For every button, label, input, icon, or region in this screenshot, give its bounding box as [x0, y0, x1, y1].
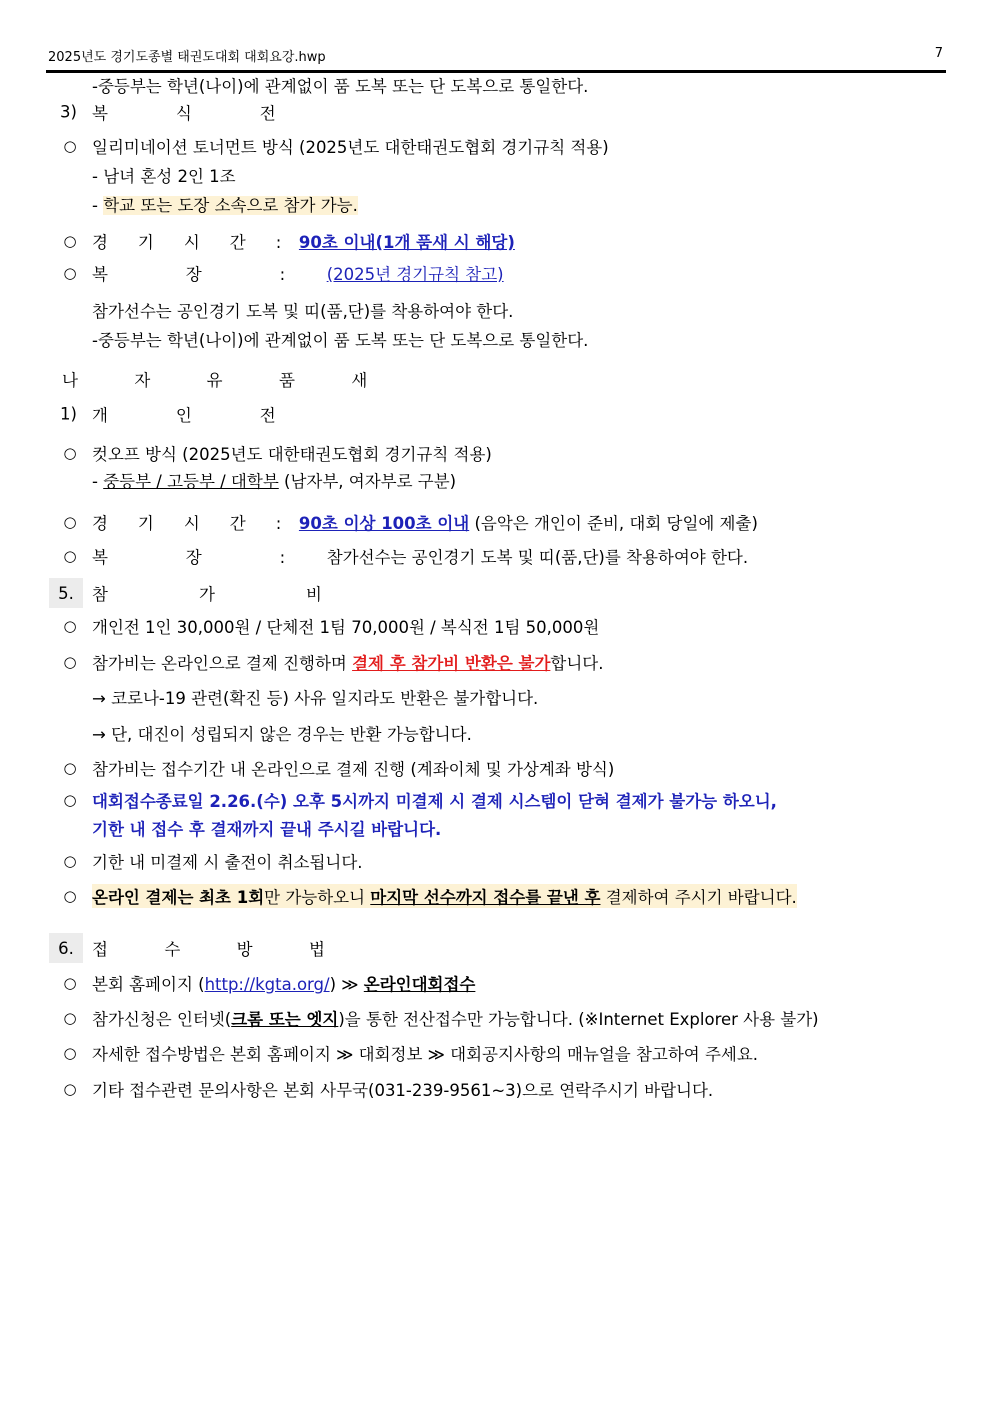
- bullet-icon: ○: [63, 887, 77, 905]
- text-line: [0, 162, 992, 188]
- text-line: [0, 191, 992, 217]
- text-line: [0, 326, 992, 352]
- list-item: [0, 228, 992, 254]
- bullet-icon: ○: [63, 264, 77, 282]
- line-text: 참가선수는 공인경기 도복 및 띠(품,단)를 착용하여야 한다.: [92, 302, 514, 321]
- section-title: 나 자 유 품 새: [62, 371, 393, 390]
- section-number: 6.: [49, 933, 83, 963]
- list-item: [0, 260, 992, 286]
- time-value: 90초 이내(1개 품새 시 해당): [298, 233, 515, 252]
- list-item: [0, 787, 992, 813]
- section-heading: [0, 99, 992, 125]
- list-item: [0, 649, 992, 675]
- list-item: [0, 1040, 992, 1066]
- homepage-link[interactable]: http://kgta.org/: [204, 975, 330, 994]
- bullet-icon: ○: [63, 791, 77, 809]
- bullet-icon: ○: [63, 547, 77, 565]
- section-heading: [0, 366, 992, 392]
- text-line: [0, 72, 992, 98]
- line-text: -중등부는 학년(나이)에 관계없이 품 도복 또는 단 도복으로 통일한다.: [92, 331, 589, 350]
- divisions-text: 중등부 / 고등부 / 대학부: [103, 472, 279, 491]
- deadline-notice-cont: 기한 내 접수 후 결재까지 끝내 주시길 바랍니다.: [92, 820, 442, 839]
- bullet-icon: ○: [63, 444, 77, 462]
- bullet-icon: ○: [63, 653, 77, 671]
- text-line: [0, 684, 992, 710]
- list-item: [0, 613, 992, 639]
- line-text: → 단, 대진이 성립되지 않은 경우는 반환 가능합니다.: [92, 725, 472, 744]
- text-line: [0, 720, 992, 746]
- text-line: [0, 815, 992, 841]
- list-item: [0, 883, 992, 909]
- bullet-icon: ○: [63, 759, 77, 777]
- item-text: 복 장 : 참가선수는 공인경기 도복 및 띠(품,단)를 착용하여야 한다.: [92, 548, 749, 567]
- bullet-icon: ○: [63, 513, 77, 531]
- page-number: 7: [934, 46, 943, 61]
- section-heading: [0, 935, 992, 961]
- item-text: 참가신청은 인터넷(크롬 또는 엣지)을 통한 전산접수만 가능합니다. (※Internet Explorer 사용 불가): [92, 1010, 819, 1029]
- item-text: 일리미네이션 토너먼트 방식 (2025년도 대한태권도협회 경기규칙 적용): [92, 138, 609, 157]
- bullet-icon: ○: [63, 232, 77, 250]
- item-text: 자세한 접수방법은 본회 홈페이지 ≫ 대회정보 ≫ 대회공지사항의 매뉴얼을 참고하여 주세요.: [92, 1045, 759, 1064]
- section-title: 참 가 비: [92, 585, 365, 604]
- item-text: 컷오프 방식 (2025년도 대한태권도협회 경기규칙 적용): [92, 445, 492, 464]
- item-text: 경 기 시 간 : 90초 이내(1개 품새 시 해당): [92, 233, 515, 252]
- line-text: - 학교 또는 도장 소속으로 참가 가능.: [92, 196, 358, 215]
- bullet-icon: ○: [63, 974, 77, 992]
- text-line: [0, 297, 992, 323]
- item-text: 복 장 : (2025년 경기규칙 참고): [92, 265, 504, 284]
- section-number: 5.: [49, 578, 83, 608]
- list-item: [0, 755, 992, 781]
- item-text: 온라인 결제는 최초 1회만 가능하오니 마지막 선수까지 접수를 끝낸 후 결제하여 주시기 바랍니다.: [92, 884, 797, 908]
- section-number: 3): [60, 102, 77, 122]
- document-title: 2025년도 경기도종별 태권도대회 대회요강.hwp: [48, 50, 326, 65]
- deadline-notice: 대회접수종료일 2.26.(수) 오후 5시까지 미결제 시 결제 시스템이 닫혀 결제가 불가능 하오니,: [92, 792, 777, 811]
- item-text: 참가비는 접수기간 내 온라인으로 결제 진행 (계좌이체 및 가상계좌 방식): [92, 760, 615, 779]
- list-item: [0, 848, 992, 874]
- section-heading: [0, 580, 992, 606]
- list-item: [0, 1005, 992, 1031]
- item-text: 참가비는 온라인으로 결제 진행하며 결제 후 참가비 반환은 불가합니다.: [92, 654, 604, 673]
- item-text: 개인전 1인 30,000원 / 단체전 1팀 70,000원 / 복식전 1팀 50,000원: [92, 618, 600, 637]
- list-item: [0, 543, 992, 569]
- time-value: 90초 이상 100초 이내: [298, 514, 470, 533]
- section-title: 개 인 전: [92, 406, 308, 425]
- item-text: 기한 내 미결제 시 출전이 취소됩니다.: [92, 853, 363, 872]
- section-title: 접 수 방 법: [92, 940, 351, 959]
- highlighted-text: 학교 또는 도장 소속으로 참가 가능.: [103, 196, 358, 215]
- item-text: 기타 접수관련 문의사항은 본회 사무국(031-239-9561~3)으로 연락주시기 바랍니다.: [92, 1081, 714, 1100]
- line-text: - 중등부 / 고등부 / 대학부 (남자부, 여자부로 구분): [92, 472, 457, 491]
- line-text: - 남녀 혼성 2인 1조: [92, 167, 236, 186]
- list-item: [0, 440, 992, 466]
- line-text: → 코로나-19 관련(확진 등) 사유 일지라도 반환은 불가합니다.: [92, 689, 539, 708]
- text-line: [0, 467, 992, 493]
- section-number: 1): [60, 404, 77, 424]
- bullet-icon: ○: [63, 852, 77, 870]
- rules-link[interactable]: (2025년 경기규칙 참고): [326, 265, 504, 284]
- online-registration-link[interactable]: 온라인대회접수: [363, 975, 476, 994]
- list-item: [0, 133, 992, 159]
- section-title: 복 식 전: [92, 104, 308, 123]
- bullet-icon: ○: [63, 1080, 77, 1098]
- bullet-icon: ○: [63, 1044, 77, 1062]
- section-heading: [0, 401, 992, 427]
- list-item: [0, 970, 992, 996]
- bullet-icon: ○: [63, 1009, 77, 1027]
- line-text: -중등부는 학년(나이)에 관계없이 품 도복 또는 단 도복으로 통일한다.: [92, 77, 589, 96]
- no-refund-text: 결제 후 참가비 반환은 불가: [352, 654, 551, 673]
- item-text: 경 기 시 간 : 90초 이상 100초 이내 (음악은 개인이 준비, 대회 당일에 제출): [92, 514, 758, 533]
- list-item: [0, 1076, 992, 1102]
- list-item: [0, 509, 992, 535]
- item-text: 본회 홈페이지 (http://kgta.org/) ≫ 온라인대회접수: [92, 975, 476, 994]
- bullet-icon: ○: [63, 137, 77, 155]
- bullet-icon: ○: [63, 617, 77, 635]
